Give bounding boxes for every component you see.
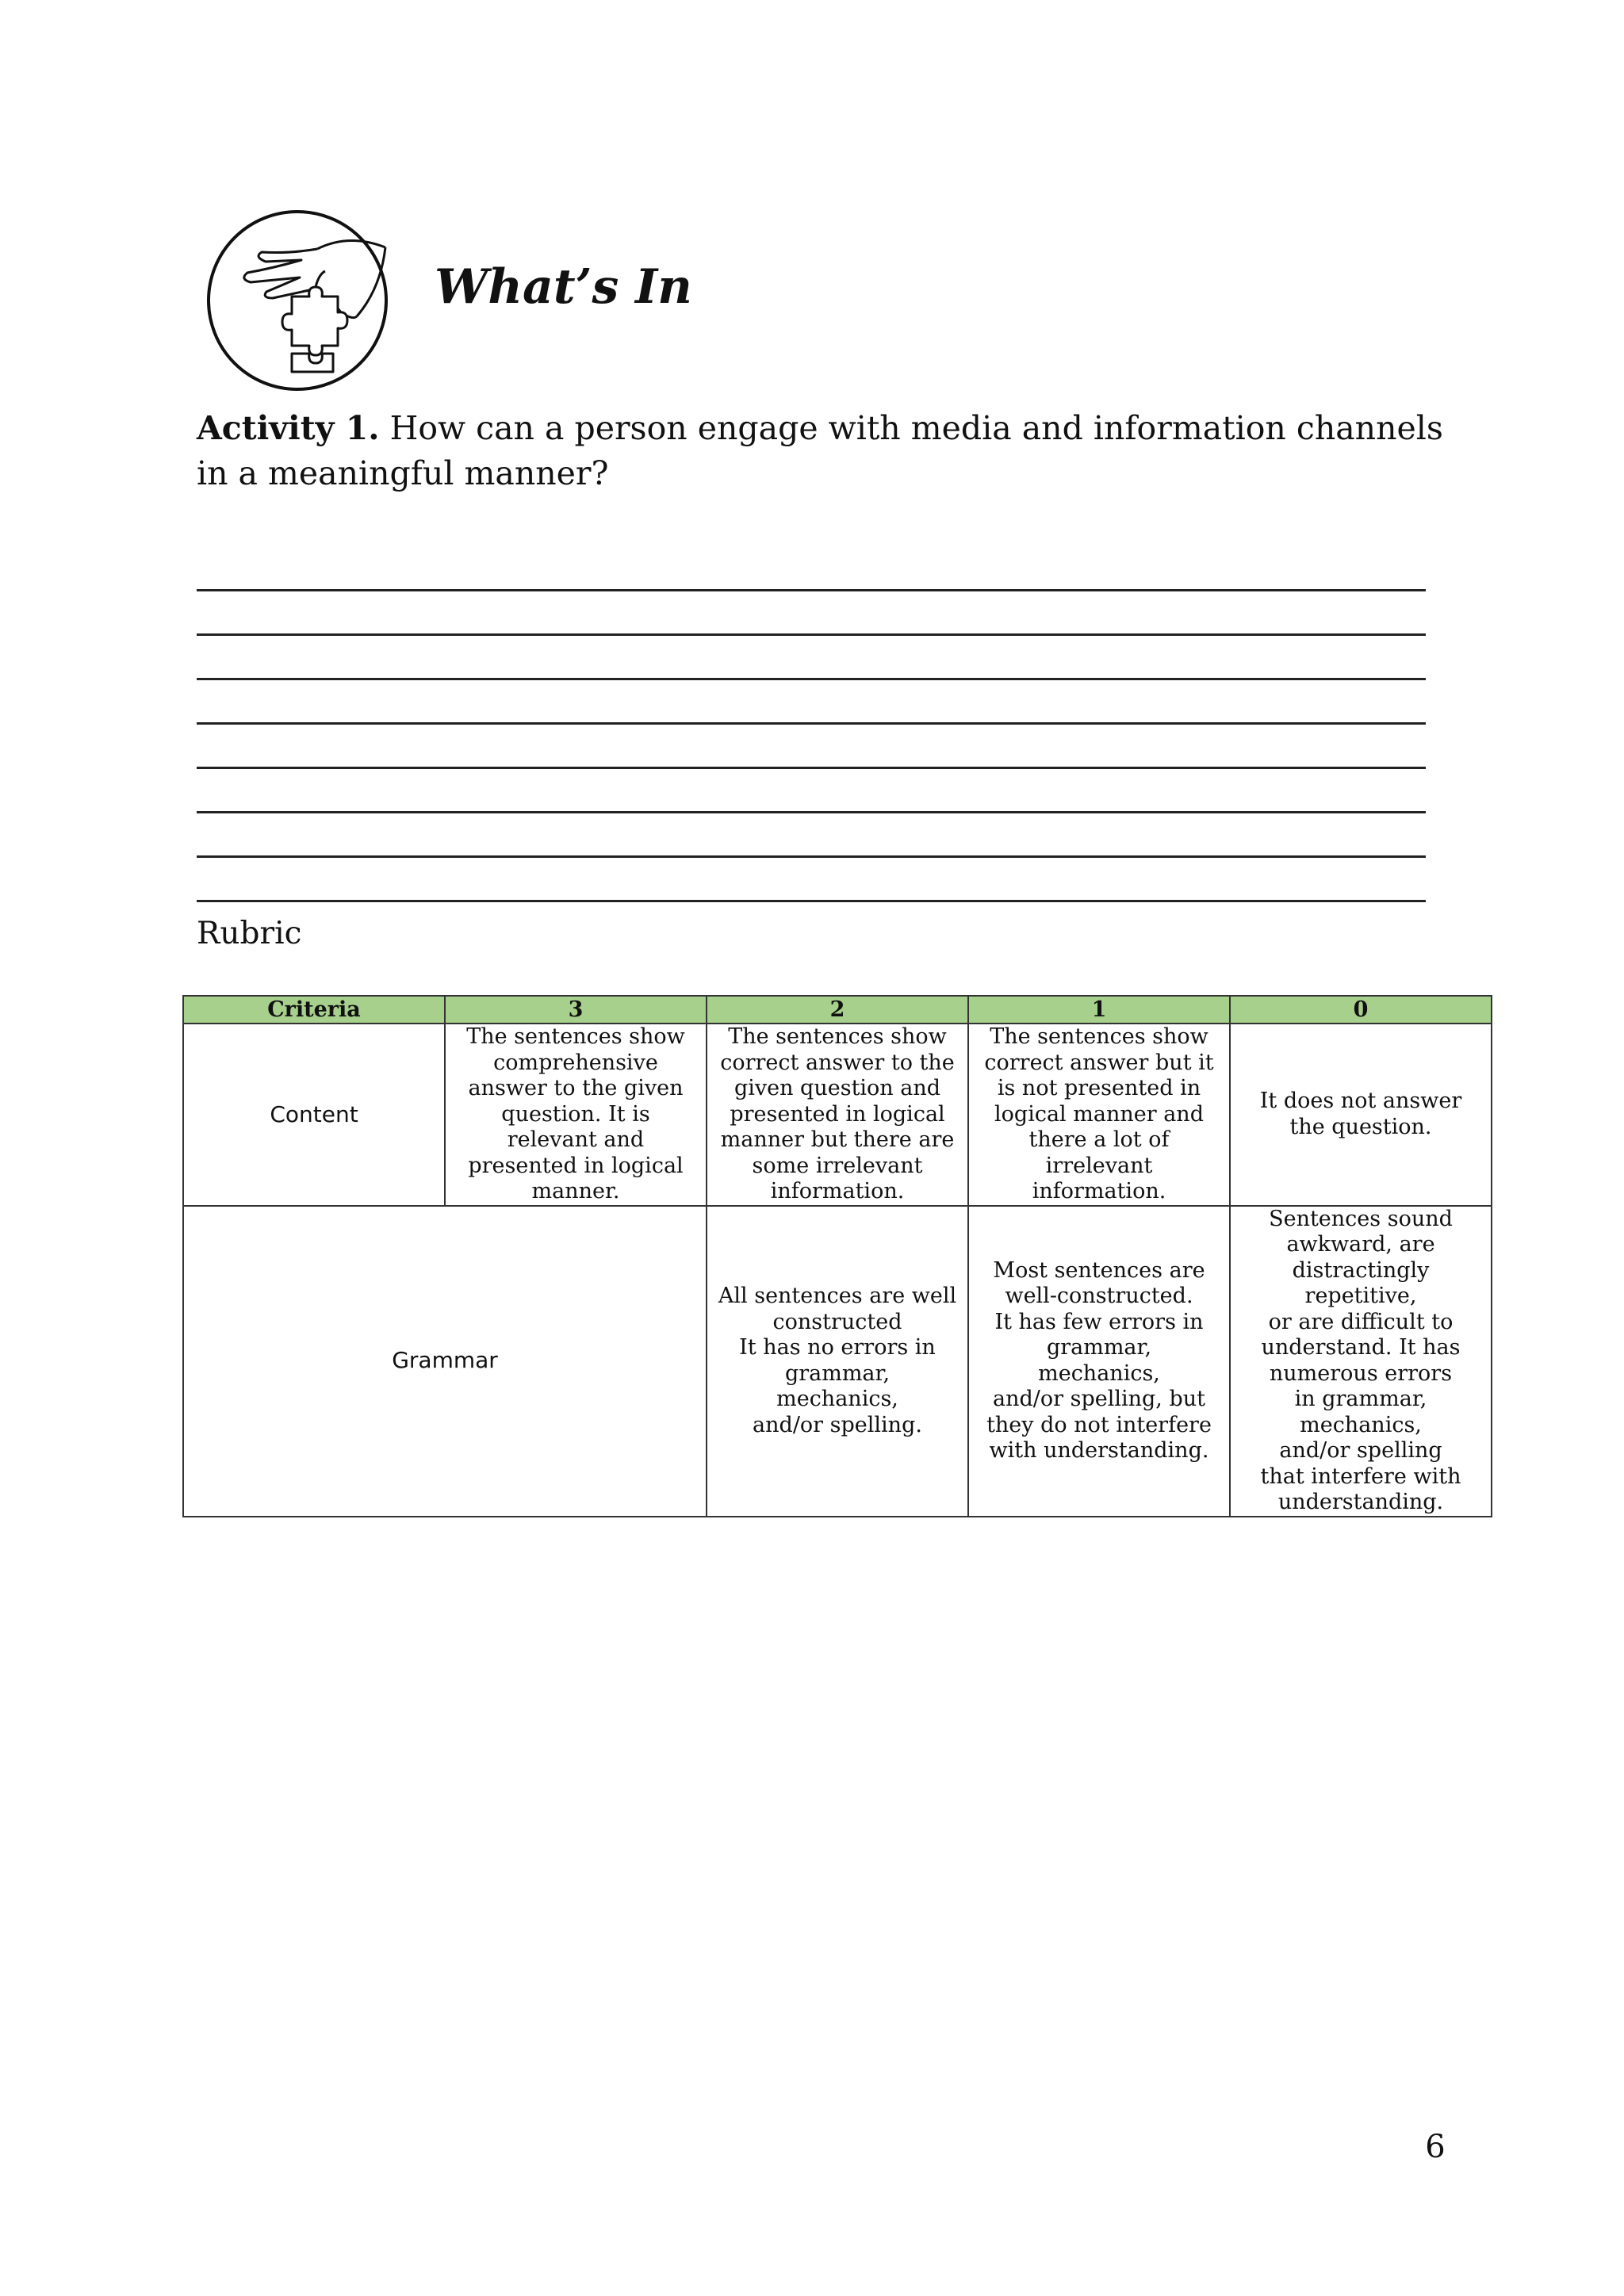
answer-line[interactable] — [197, 591, 1426, 636]
criteria-cell: Grammar — [183, 1206, 707, 1517]
column-header-score-0: 0 — [1230, 996, 1492, 1024]
answer-lines[interactable] — [197, 547, 1426, 902]
column-header-score-3: 3 — [445, 996, 707, 1024]
score-0-cell: Sentences sound awkward, are distractingly repetitive, or are difficult to understand. It has numerous errors in grammar, mechanics, and/or spelling that interfere with understanding. — [1230, 1206, 1492, 1517]
section-title: What’s In — [435, 259, 692, 315]
score-1-cell: The sentences show correct answer but it is not presented in logical manner and there a lot of irrelevant information. — [968, 1024, 1230, 1206]
answer-line[interactable] — [197, 636, 1426, 680]
score-2-cell: The sentences show correct answer to the given question and presented in logical manner but there are some irrelevant information. — [707, 1024, 968, 1206]
page-number: 6 — [1425, 2129, 1446, 2165]
answer-line[interactable] — [197, 547, 1426, 591]
score-2-cell: All sentences are well constructed It has no errors in grammar, mechanics, and/or spelling. — [707, 1206, 968, 1517]
answer-line[interactable] — [197, 813, 1426, 858]
column-header-score-1: 1 — [968, 996, 1230, 1024]
table-row — [183, 1024, 1492, 1206]
activity-question: How can a person engage with media and information channels in a meaningful manner? — [197, 409, 1443, 492]
answer-line[interactable] — [197, 680, 1426, 725]
column-header-criteria: Criteria — [183, 996, 445, 1024]
activity-prompt — [197, 406, 1450, 496]
criteria-cell: Content — [183, 1024, 445, 1206]
rubric-header-row — [183, 996, 1492, 1024]
answer-line[interactable] — [197, 769, 1426, 813]
table-row — [183, 1206, 1492, 1517]
answer-line[interactable] — [197, 725, 1426, 769]
rubric-label: Rubric — [197, 916, 302, 951]
score-1-cell: Most sentences are well-constructed. It has few errors in grammar, mechanics, and/or spelling, but they do not interfere with understanding. — [968, 1206, 1230, 1517]
hand-puzzle-piece-icon — [198, 201, 396, 400]
answer-line[interactable] — [197, 858, 1426, 902]
rubric-table — [182, 995, 1492, 1517]
activity-label: Activity 1. — [197, 409, 380, 447]
column-header-score-2: 2 — [707, 996, 968, 1024]
score-0-cell: It does not answer the question. — [1230, 1024, 1492, 1206]
score-3-cell: The sentences show comprehensive answer to the given question. It is relevant and presented in logical manner. — [445, 1024, 707, 1206]
